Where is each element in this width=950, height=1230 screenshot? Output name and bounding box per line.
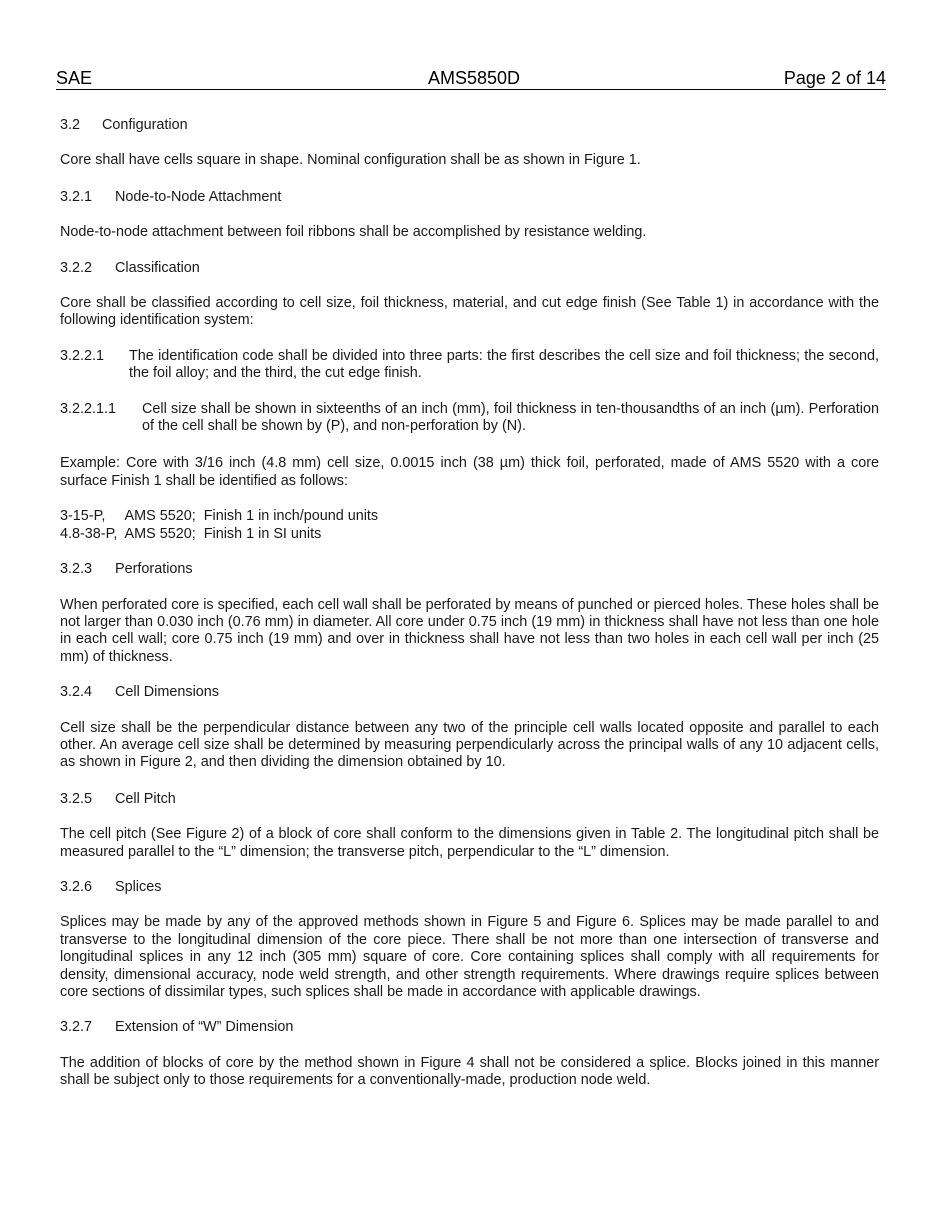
section-number: 3.2.5 — [60, 790, 93, 807]
section-number: 3.2.4 — [60, 684, 93, 701]
section-title: Perforations — [115, 561, 193, 578]
section-heading — [60, 189, 879, 206]
paragraph: Node-to-node attachment between foil ribbons shall be accomplished by resistance welding. — [60, 224, 647, 241]
paragraph: Core shall have cells square in shape. Nominal configuration shall be as shown in Figure 1. — [60, 152, 641, 169]
example-paragraph: Example: Core with 3/16 inch (4.8 mm) cell size, 0.0015 inch (38 µm) thick foil, perforated, made of AMS 5520 with a core surface Finish 1 shall be identified as follows: — [60, 455, 879, 489]
section-number: 3.2.2.1 — [60, 347, 105, 364]
subsection — [60, 401, 879, 436]
header-org: SAE — [56, 68, 93, 88]
paragraph: Core shall be classified according to cell size, foil thickness, material, and cut edge finish (See Table 1) in accordance with the following identification system: — [60, 295, 879, 329]
section-number: 3.2 — [60, 117, 81, 133]
section-number: 3.2.1 — [60, 188, 93, 205]
section-title: Extension of “W” Dimension — [115, 1019, 294, 1036]
paragraph: When perforated core is specified, each cell wall shall be perforated by means of punched or pierced holes. These holes shall be not larger than 0.030 inch (0.76 mm) in diameter. All core under 0.75 inch (19 mm) in thickness shall have not less than one hole in each cell wall; core 0.75 inch (19 mm) and over in thickness shall have not less than two holes in each cell wall per inch (25 mm) of thickness. — [60, 596, 879, 665]
paragraph: Cell size shall be the perpendicular distance between any two of the principle cell walls located opposite and parallel to each other. An average cell size shall be determined by measuring perpendicularly across the principal walls of any 10 adjacent cells, as shown in Figure 2, and then dividing the dimension obtained by 10. — [60, 719, 879, 771]
section-heading — [60, 684, 879, 701]
example-code-line: 4.8-38-P, AMS 5520; Finish 1 in SI units — [60, 525, 322, 542]
paragraph: The addition of blocks of core by the method shown in Figure 4 shall not be considered a splice. Blocks joined in this manner shall be subject only to those requirements for a conventionally-made, production node weld. — [60, 1054, 879, 1089]
header-page-number: Page 2 of 14 — [783, 68, 886, 88]
paragraph: The identification code shall be divided into three parts: the first describes the cell size and foil thickness; the second, the foil alloy; and the third, the cut edge finish. — [129, 347, 879, 382]
section-title: Classification — [115, 259, 200, 276]
section-title: Cell Pitch — [115, 790, 176, 807]
paragraph: Cell size shall be shown in sixteenths of an inch (mm), foil thickness in ten-thousandths of an inch (µm). Perforation of the cell shall be shown by (P), and non-perforation by (N). — [142, 400, 879, 435]
section-title: Configuration — [102, 117, 188, 133]
paragraph: Splices may be made by any of the approved methods shown in Figure 5 and Figure 6. Splices may be made parallel to and transverse to the longitudinal dimension of the core piece. There shall be not more than one intersection of transverse and longitudinal splices in any 12 inch (305 mm) square of core. Core containing splices shall comply with all requirements for density, dimensional accuracy, node weld strength, and other strength requirements. Where drawings require splices between core sections of dissimilar types, such splices shall be made in accordance with applicable drawings. — [60, 914, 879, 1000]
page-header — [56, 68, 886, 90]
document-body — [60, 117, 879, 1090]
subsection — [60, 348, 879, 383]
section-title: Splices — [115, 878, 162, 895]
section-number: 3.2.2.1.1 — [60, 400, 117, 417]
section-number: 3.2.7 — [60, 1019, 93, 1036]
paragraph: The cell pitch (See Figure 2) of a block of core shall conform to the dimensions given in Table 2. The longitudinal pitch shall be measured parallel to the “L” dimension; the transverse pitch, perpendicular to the “L” dimension. — [60, 826, 879, 860]
section-heading — [60, 561, 879, 578]
section-title: Node-to-Node Attachment — [115, 188, 282, 205]
section-title: Cell Dimensions — [115, 684, 219, 701]
section-number: 3.2.6 — [60, 878, 93, 895]
section-heading — [60, 1019, 879, 1036]
header-doc-number: AMS5850D — [428, 68, 521, 88]
section-heading — [60, 879, 879, 896]
section-number: 3.2.3 — [60, 561, 93, 578]
example-code-line: 3-15-P, AMS 5520; Finish 1 in inch/pound units — [60, 508, 379, 525]
section-number: 3.2.2 — [60, 259, 93, 276]
section-heading — [60, 117, 879, 134]
section-heading — [60, 260, 879, 277]
section-heading — [60, 791, 879, 808]
